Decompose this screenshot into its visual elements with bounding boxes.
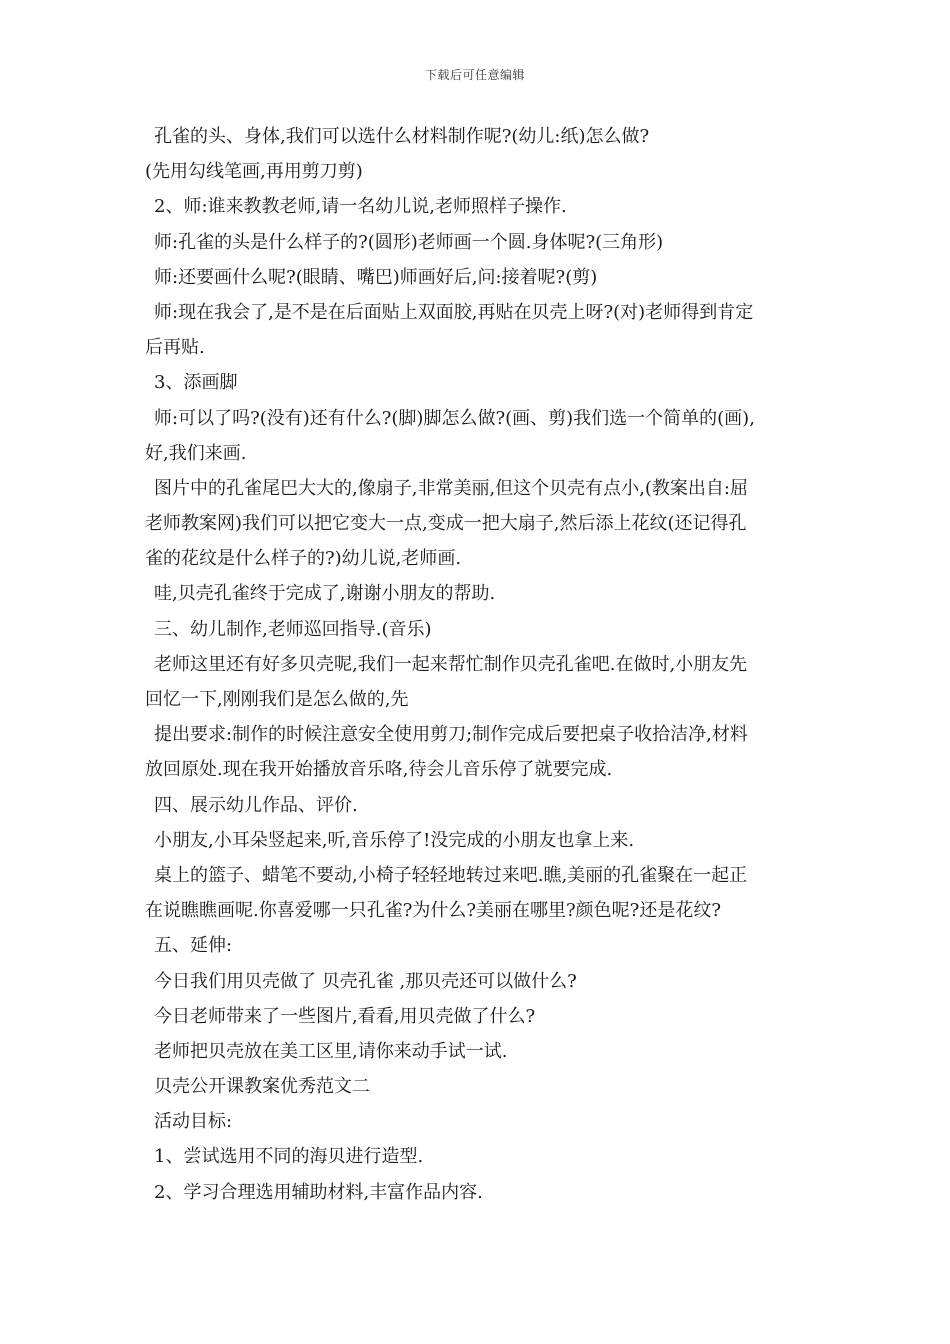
- text-line: 老师这里还有好多贝壳呢,我们一起来帮忙制作贝壳孔雀吧.在做时,小朋友先: [154, 653, 748, 675]
- text-line: 今日我们用贝壳做了 贝壳孔雀 ,那贝壳还可以做什么?: [154, 970, 577, 992]
- text-line: 五、延伸:: [154, 935, 233, 957]
- text-line: 2、学习合理选用辅助材料,丰富作品内容.: [154, 1181, 483, 1203]
- text-line: 老师把贝壳放在美工区里,请你来动手试一试.: [154, 1040, 508, 1062]
- text-line: 回忆一下,刚刚我们是怎么做的,先: [145, 689, 409, 710]
- text-line: 在说瞧瞧画呢.你喜爱哪一只孔雀?为什么?美丽在哪里?颜色呢?还是花纹?: [145, 900, 721, 922]
- text-line: 桌上的篮子、蜡笔不要动,小椅子轻轻地转过来吧.瞧,美丽的孔雀聚在一起正: [154, 864, 748, 886]
- text-line: 贝壳公开课教案优秀范文二: [154, 1076, 370, 1098]
- text-line: 1、尝试选用不同的海贝进行造型.: [154, 1146, 424, 1168]
- text-line: 今日老师带来了一些图片,看看,用贝壳做了什么?: [154, 1005, 536, 1027]
- text-line: 四、展示幼儿作品、评价.: [154, 794, 358, 816]
- text-line: 雀的花纹是什么样子的?)幼儿说,老师画.: [145, 548, 462, 570]
- text-line: 图片中的孔雀尾巴大大的,像扇子,非常美丽,但这个贝壳有点小,(教案出自:屈: [154, 477, 748, 499]
- document-body: [145, 119, 813, 1210]
- header-note: 下载后可任意编辑: [424, 68, 525, 82]
- text-line: 师:孔雀的头是什么样子的?(圆形)老师画一个圆.身体呢?(三角形): [154, 231, 664, 253]
- text-line: 小朋友,小耳朵竖起来,听,音乐停了!没完成的小朋友也拿上来.: [154, 829, 635, 851]
- text-line: 放回原处.现在我开始播放音乐咯,待会儿音乐停了就要完成.: [145, 759, 613, 781]
- text-line: 哇,贝壳孔雀终于完成了,谢谢小朋友的帮助.: [154, 583, 496, 605]
- text-line: 三、幼儿制作,老师巡回指导.(音乐): [154, 618, 432, 640]
- text-line: 后再贴.: [145, 337, 205, 359]
- text-line: 2、师:谁来教教老师,请一名幼儿说,老师照样子操作.: [154, 196, 567, 218]
- text-line: 活动目标:: [154, 1111, 233, 1133]
- text-line: 师:现在我会了,是不是在后面贴上双面胶,再贴在贝壳上呀?(对)老师得到肯定: [154, 301, 754, 323]
- text-line: 师:可以了吗?(没有)还有什么?(脚)脚怎么做?(画、剪)我们选一个简单的(画),: [154, 407, 755, 429]
- text-line: 提出要求:制作的时候注意安全使用剪刀;制作完成后要把桌子收拾洁净,材料: [154, 724, 748, 746]
- text-line: (先用勾线笔画,再用剪刀剪): [145, 161, 363, 183]
- text-line: 老师教案网)我们可以把它变大一点,变成一把大扇子,然后添上花纹(还记得孔: [145, 513, 747, 535]
- text-line: 好,我们来画.: [145, 442, 247, 464]
- text-line: 孔雀的头、身体,我们可以选什么材料制作呢?(幼儿:纸)怎么做?: [154, 126, 650, 147]
- text-line: 3、添画脚: [154, 372, 238, 394]
- text-line: 师:还要画什么呢?(眼睛、嘴巴)师画好后,问:接着呢?(剪): [154, 266, 598, 288]
